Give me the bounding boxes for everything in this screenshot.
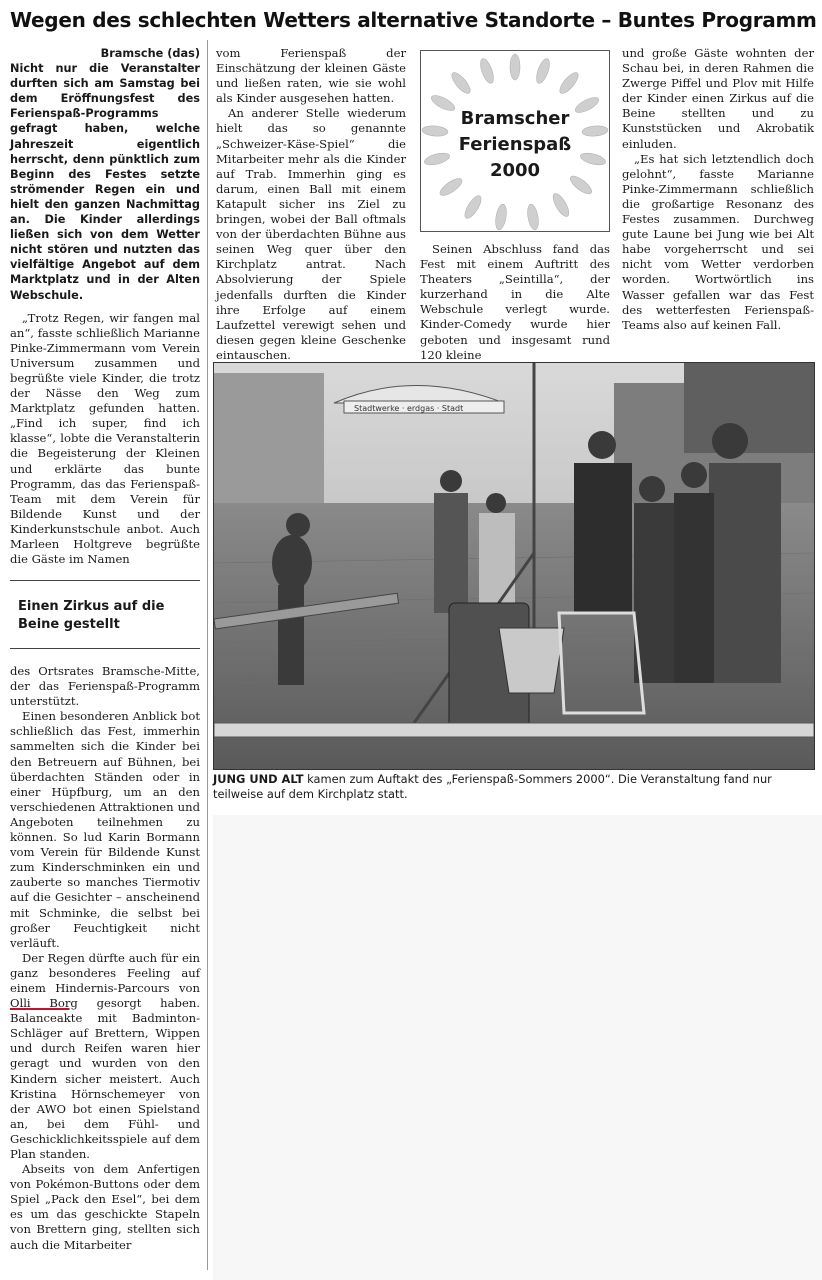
paragraph: Abseits von dem Anfertigen von Pokémon-Buttons oder dem Spiel „Pack den Esel“, bei dem es um das geschickte Stapeln von Brettern ging, stellten sich auch die Mitarbeiter <box>10 1162 200 1252</box>
caption-text: kamen zum Auftakt des „Ferienspaß-Sommers 2000“. Die Veranstaltung fand nur teilweise auf dem Kirchplatz statt. <box>213 772 772 801</box>
column-2 <box>216 46 406 363</box>
blank-area <box>213 815 822 1280</box>
event-photo <box>213 362 815 770</box>
paragraph: und große Gäste wohnten der Schau bei, in deren Rahmen die Zwerge Piffel und Plov mit Hilfe der Kinder einen Zirkus auf die Beine stellten und zu Kunststücken und Akrobatik einluden. <box>622 46 814 151</box>
photo-scene <box>214 363 814 769</box>
paragraph: vom Ferienspaß der Einschätzung der kleinen Gäste und ließen raten, wie sie wohl als Kinder ausgesehen hatten. <box>216 46 406 106</box>
dateline: Bramsche (das) <box>100 47 200 60</box>
paragraph: Einen besonderen Anblick bot schließlich das Fest, immerhin sammelten sich die Kinder bei den Betreuern auf Bühnen, bei überdachten Ständen oder in einer Hüpfburg, um an den verschiedenen Attraktionen und Angeboten teilnehmen zu können. So lud Karin Bormann vom Verein für Bildende Kunst zum Kinderschminken ein und zauberte so manches Tiermotiv auf die Gesichter – anscheinend mit Schminke, die selbst bei großer Feuchtigkeit nicht verläuft. <box>10 709 200 950</box>
photo-caption <box>213 772 818 802</box>
paragraph: „Es hat sich letztendlich doch gelohnt“, fasste Marianne Pinke-Zimmermann schließlich die großartige Resonanz des Festes zusammen. Durchweg gute Laune bei Jung wie bei Alt habe vorgeherrscht und sei nicht vom Wetter verdorben worden. Wortwörtlich ins Wasser gefallen war das Fest des wetterfesten Ferienspaß-Teams also auf keinen Fall. <box>622 151 814 332</box>
box-bottom-rule <box>10 648 200 649</box>
column-3 <box>420 242 610 363</box>
paragraph: des Ortsrates Bramsche-Mitte, der das Ferienspaß-Programm unterstützt. <box>10 664 200 709</box>
column-1-continued <box>10 664 200 1253</box>
logo-line: Ferienspaß <box>458 134 572 155</box>
caption-lead: JUNG UND ALT <box>213 772 304 786</box>
paragraph-text: Der Regen dürfte auch für ein ganz besonderes Feeling auf einem Hindernis-Parcours von <box>10 950 200 995</box>
article-lead <box>10 46 200 303</box>
column-divider <box>207 40 208 1270</box>
article-headline: Wegen des schlechten Wetters alternative Standorte – Buntes Programm <box>10 8 817 32</box>
logo-line: 2000 <box>489 160 541 181</box>
paragraph: „Trotz Regen, wir fangen mal an“, fasste schließlich Marianne Pinke-Zimmermann vom Verein Universum zusammen und begrüßte viele Kinder, die trotz der Nässe den Weg zum Marktplatz gefunden hatten. „Find ich super, find ich klasse“, lobte die Veranstalterin die Begeisterung der Kleinen und erklärte das bunte Programm, das das Ferienspaß-Team mit dem Verein für Bildende Kunst und der Kinderkunstschule anbot. Auch Marleen Holtgreve begrüßte die Gäste im Namen <box>10 310 200 567</box>
subheading: Einen Zirkus auf die Beine gestellt <box>18 599 165 632</box>
paragraph: Seinen Abschluss fand das Fest mit einem Auftritt des Theaters „Seintilla“, der kurzerhand in die Alte Webschule verlegt wurde. Kinder-Comedy wurde hier geboten und insgesamt rund 120 kleine <box>420 242 610 362</box>
ferienspass-logo <box>420 50 610 232</box>
logo-text <box>421 106 609 184</box>
box-top-rule <box>10 580 200 581</box>
paragraph: An anderer Stelle wiederum hielt das so genannte „Schweizer-Käse-Spiel“ die Mitarbeiter mehr als die Kinder auf Trab. Immerhin ging es darum, einen Ball mit einem Katapult sicher ins Ziel zu bringen, wobei der Ball oftmals von der überdachten Bühne aus seinen Weg quer über den Kirchplatz antrat. Nach Absolvierung der Spiele jedenfalls durften die Kinder ihre Erfolge auf einem Laufzettel verewigt sehen und diesen gegen kleine Geschenke eintauschen. <box>216 106 406 362</box>
paragraph-text: gesorgt haben. Balanceakte mit Badminton-Schläger auf Brettern, Wippen und durch Reifen waren hier geragt und wurden von den Kindern sicher meistert. Auch Kristina Hörnschemeyer von der AWO bot einen Spielstand an, bei dem Fühl- und Geschicklichkeitsspiele auf dem Plan standen. <box>10 996 200 1161</box>
column-4 <box>622 46 814 333</box>
paragraph <box>10 951 200 1162</box>
underlined-name: Olli Borg <box>10 996 78 1011</box>
column-1 <box>10 46 200 567</box>
lead-text: Nicht nur die Veranstalter durften sich am Samstag bei dem Eröffnungsfest des Ferienspaß-Programms gefragt haben, welche Jahreszeit eigentlich herrscht, denn pünktlich zum Beginn des Festes setzte strömender Regen ein und hielt den ganzen Nachmittag an. Die Kinder allerdings ließen sich von dem Wetter nicht stören und nutzten das vielfältige Angebot auf dem Marktplatz und in der Alten Webschule. <box>10 62 200 302</box>
tent-sign: Stadtwerke · erdgas · Stadt <box>354 404 464 413</box>
logo-line: Bramscher <box>460 108 570 129</box>
